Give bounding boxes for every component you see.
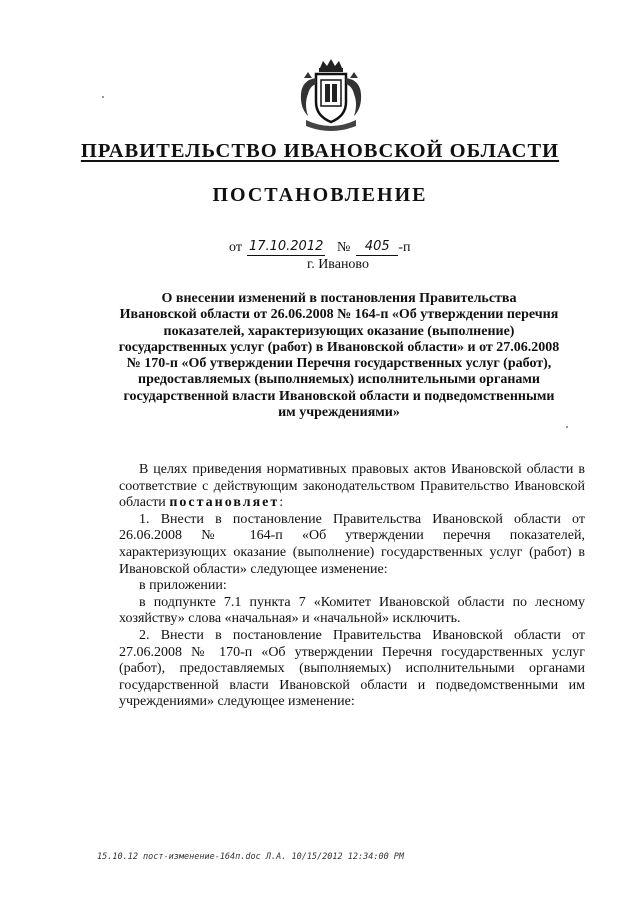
preamble-paragraph [119,462,585,512]
city-line: г. Иваново [307,257,369,272]
date-number-line [229,236,410,256]
document-body [119,462,585,711]
subject-line: им учреждениями» [278,405,400,421]
subject-line: государственных услуг (работ) в Ивановской области» и от 27.06.2008 [118,339,560,355]
subject-line: государственной власти Ивановской области и подведомственными [123,388,555,404]
subject-line: О внесении изменений в постановления Правительства [161,291,517,306]
preamble-text: В целях приведения нормативных правовых актов Ивановской области в соответствие с действующим законодательством Правительство Ивановской области [119,462,585,511]
government-title: ПРАВИТЕЛЬСТВО ИВАНОВСКОЙ ОБЛАСТИ [80,140,560,162]
scan-speck [566,426,568,428]
coat-of-arms-emblem [296,58,366,136]
subject-line: показателей, характеризующих оказание (выполнение) [163,323,515,339]
number-suffix: -п [398,240,411,255]
decree-colon: : [279,495,284,511]
subject-line: Ивановской области от 26.06.2008 № 164-п «Об утверждении перечня [119,307,559,323]
subject-line: № 170-п «Об утверждении Перечня государственных услуг (работ), [126,356,552,372]
document-date: 17.10.2012 [248,239,324,254]
item-1-paragraph: 1. Внести в постановление Правительства Ивановской области от 26.06.2008 № 164-п «Об утверждении перечня показателей, характеризующих оказание (выполнение) государственных услуг (работ) в Ивановской области» следующее изменение: [119,511,585,577]
item-2-paragraph: 2. Внести в постановление Правительства Ивановской области от 27.06.2008 № 170-п «Об утверждении Перечня государственных услуг (работ), предоставляемых (выполняемых) исполнительными органами государственной власти Ивановской области и подведомственными им учреждениями» следующее изменение: [119,627,585,710]
item-1-sub-2: в подпункте 7.1 пункта 7 «Комитет Ивановской области по лесному хозяйству» слова «начальная» и «начальной» исключить. [119,594,585,627]
document-number: 405 [356,239,398,256]
file-footer: 15.10.12 пост-изменение-164п.doc Л.А. 10/15/2012 12:34:00 PM [97,852,405,862]
item-1-sub-1: в приложении: [139,578,227,594]
scan-speck [102,96,104,98]
decree-word: постановляет [169,495,280,511]
subject-heading [104,291,574,421]
number-prefix: № [336,240,351,255]
date-prefix: от [229,240,242,255]
subject-line: предоставляемых (выполняемых) исполнительными органами [138,372,540,388]
document-type-heading: ПОСТАНОВЛЕНИЕ [212,184,428,206]
